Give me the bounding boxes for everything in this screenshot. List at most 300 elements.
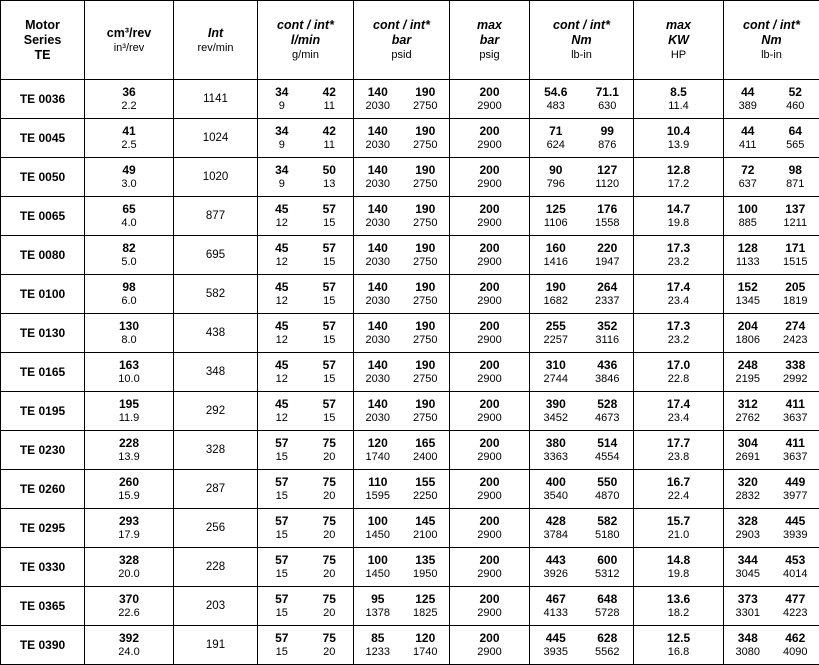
value-int-secondary: 15 [306, 372, 354, 386]
cell-torque-secondary [724, 392, 819, 431]
value-primary: 17.7 [634, 436, 723, 450]
int-speed-value: 287 [174, 483, 257, 495]
value-cont-secondary: 1450 [354, 567, 402, 581]
cell-displacement [85, 353, 174, 392]
cell-max-power [634, 80, 724, 119]
value-int-primary: 436 [582, 358, 634, 372]
value-int-secondary: 4554 [582, 450, 634, 464]
value-int-primary: 42 [306, 85, 354, 99]
cell-max-power [634, 197, 724, 236]
cell-torque-secondary [724, 275, 819, 314]
value-cont-secondary: 15 [258, 606, 306, 620]
cell-torque [530, 392, 634, 431]
value-cont-primary: 248 [724, 358, 772, 372]
cell-int-speed [174, 275, 258, 314]
table-row [1, 470, 819, 509]
value-cont-secondary: 2030 [354, 177, 402, 191]
header-text: Nm [530, 33, 633, 48]
cell-int-speed [174, 626, 258, 665]
value-primary: 17.4 [634, 280, 723, 294]
value-int-primary: 274 [772, 319, 819, 333]
value-secondary: 20.0 [85, 567, 173, 581]
value-int-primary: 190 [402, 202, 450, 216]
value-int-secondary: 20 [306, 450, 354, 464]
cell-torque-secondary [724, 314, 819, 353]
value-int-primary: 453 [772, 553, 819, 567]
value-cont-primary: 310 [530, 358, 582, 372]
value-secondary: 13.9 [85, 450, 173, 464]
value-cont-primary: 140 [354, 202, 402, 216]
cell-pressure [354, 353, 450, 392]
value-int-primary: 75 [306, 514, 354, 528]
motor-series-label: TE 0050 [20, 170, 65, 184]
value-int-secondary: 2750 [402, 294, 450, 308]
value-primary: 200 [450, 202, 529, 216]
value-secondary: 23.4 [634, 294, 723, 308]
value-primary: 200 [450, 631, 529, 645]
value-secondary: 13.9 [634, 138, 723, 152]
value-secondary: 18.2 [634, 606, 723, 620]
cell-flow [258, 275, 354, 314]
value-int-primary: 190 [402, 358, 450, 372]
value-int-primary: 411 [772, 436, 819, 450]
cell-flow [258, 80, 354, 119]
value-primary: 200 [450, 358, 529, 372]
value-int-primary: 514 [582, 436, 634, 450]
int-speed-value: 228 [174, 561, 257, 573]
cell-max-power [634, 431, 724, 470]
value-cont-secondary: 2030 [354, 411, 402, 425]
value-cont-primary: 71 [530, 124, 582, 138]
cell-max-power [634, 158, 724, 197]
value-int-primary: 75 [306, 475, 354, 489]
header-text: l/min [258, 33, 353, 48]
cell-max-power [634, 119, 724, 158]
cell-motor-series [1, 626, 85, 665]
value-primary: 200 [450, 553, 529, 567]
value-secondary: 11.4 [634, 99, 723, 113]
value-int-secondary: 2750 [402, 216, 450, 230]
value-primary: 260 [85, 475, 173, 489]
value-cont-secondary: 1806 [724, 333, 772, 347]
cell-torque [530, 314, 634, 353]
value-secondary: 2900 [450, 606, 529, 620]
cell-torque-secondary [724, 236, 819, 275]
value-cont-secondary: 15 [258, 645, 306, 659]
value-cont-primary: 45 [258, 202, 306, 216]
cell-motor-series [1, 431, 85, 470]
value-cont-primary: 390 [530, 397, 582, 411]
cell-motor-series [1, 314, 85, 353]
value-secondary: 2900 [450, 411, 529, 425]
table-row [1, 509, 819, 548]
value-cont-primary: 312 [724, 397, 772, 411]
value-secondary: 16.8 [634, 645, 723, 659]
value-cont-secondary: 3045 [724, 567, 772, 581]
value-cont-secondary: 15 [258, 450, 306, 464]
value-int-secondary: 1825 [402, 606, 450, 620]
value-secondary: 2900 [450, 138, 529, 152]
value-cont-primary: 380 [530, 436, 582, 450]
cell-torque [530, 509, 634, 548]
value-int-primary: 57 [306, 280, 354, 294]
cell-displacement [85, 197, 174, 236]
value-int-secondary: 1947 [582, 255, 634, 269]
value-int-secondary: 15 [306, 294, 354, 308]
header-text: cont / int* [530, 18, 633, 33]
value-int-secondary: 5180 [582, 528, 634, 542]
value-secondary: 23.2 [634, 333, 723, 347]
cell-displacement [85, 626, 174, 665]
motor-series-label: TE 0045 [20, 131, 65, 145]
value-int-primary: 64 [772, 124, 819, 138]
header-text: KW [634, 33, 723, 48]
value-cont-primary: 95 [354, 592, 402, 606]
value-cont-secondary: 12 [258, 372, 306, 386]
value-int-primary: 50 [306, 163, 354, 177]
table-row [1, 353, 819, 392]
value-primary: 200 [450, 397, 529, 411]
value-primary: 17.3 [634, 241, 723, 255]
value-cont-secondary: 12 [258, 294, 306, 308]
motor-series-label: TE 0165 [20, 365, 65, 379]
table-row [1, 548, 819, 587]
cell-torque [530, 548, 634, 587]
value-int-primary: 57 [306, 397, 354, 411]
value-secondary: 2900 [450, 489, 529, 503]
cell-pressure [354, 470, 450, 509]
value-secondary: 2900 [450, 177, 529, 191]
value-primary: 12.5 [634, 631, 723, 645]
value-int-secondary: 11 [306, 99, 354, 113]
cell-int-speed [174, 470, 258, 509]
value-cont-secondary: 4133 [530, 606, 582, 620]
cell-torque-secondary [724, 353, 819, 392]
value-primary: 200 [450, 592, 529, 606]
value-cont-primary: 160 [530, 241, 582, 255]
value-secondary: 22.4 [634, 489, 723, 503]
value-secondary: 17.9 [85, 528, 173, 542]
value-cont-primary: 34 [258, 124, 306, 138]
value-int-secondary: 1211 [772, 216, 819, 230]
table-row [1, 236, 819, 275]
value-primary: 200 [450, 163, 529, 177]
value-int-primary: 171 [772, 241, 819, 255]
value-primary: 13.6 [634, 592, 723, 606]
cell-torque-secondary [724, 626, 819, 665]
value-cont-primary: 45 [258, 358, 306, 372]
value-primary: 130 [85, 319, 173, 333]
value-cont-primary: 304 [724, 436, 772, 450]
value-cont-secondary: 2030 [354, 138, 402, 152]
value-int-primary: 628 [582, 631, 634, 645]
header-subtext: in³/rev [85, 41, 173, 55]
cell-max-power [634, 587, 724, 626]
cell-torque [530, 197, 634, 236]
cell-torque-secondary [724, 197, 819, 236]
int-speed-value: 1024 [174, 132, 257, 144]
value-int-secondary: 2100 [402, 528, 450, 542]
value-secondary: 2900 [450, 294, 529, 308]
value-cont-primary: 152 [724, 280, 772, 294]
cell-max-pressure [450, 509, 530, 548]
value-primary: 10.4 [634, 124, 723, 138]
value-int-primary: 127 [582, 163, 634, 177]
cell-torque-secondary [724, 119, 819, 158]
value-int-secondary: 565 [772, 138, 819, 152]
header-text: bar [450, 33, 529, 48]
value-secondary: 23.2 [634, 255, 723, 269]
motor-series-label: TE 0080 [20, 248, 65, 262]
value-int-primary: 75 [306, 436, 354, 450]
motor-series-label: TE 0130 [20, 326, 65, 340]
value-cont-primary: 57 [258, 475, 306, 489]
value-primary: 195 [85, 397, 173, 411]
value-int-primary: 190 [402, 319, 450, 333]
int-speed-value: 256 [174, 522, 257, 534]
value-cont-secondary: 2030 [354, 216, 402, 230]
value-cont-secondary: 411 [724, 138, 772, 152]
cell-torque [530, 80, 634, 119]
value-cont-primary: 110 [354, 475, 402, 489]
cell-motor-series [1, 158, 85, 197]
value-cont-secondary: 3540 [530, 489, 582, 503]
value-secondary: 23.4 [634, 411, 723, 425]
cell-flow [258, 197, 354, 236]
value-int-primary: 145 [402, 514, 450, 528]
cell-max-pressure [450, 626, 530, 665]
value-secondary: 2900 [450, 255, 529, 269]
value-int-secondary: 2750 [402, 99, 450, 113]
value-secondary: 2900 [450, 333, 529, 347]
value-int-primary: 135 [402, 553, 450, 567]
int-speed-value: 582 [174, 288, 257, 300]
cell-int-speed [174, 587, 258, 626]
value-cont-secondary: 1595 [354, 489, 402, 503]
value-cont-secondary: 1233 [354, 645, 402, 659]
value-primary: 17.4 [634, 397, 723, 411]
value-int-primary: 99 [582, 124, 634, 138]
value-cont-primary: 443 [530, 553, 582, 567]
cell-pressure [354, 158, 450, 197]
cell-max-pressure [450, 275, 530, 314]
header-text: cont / int* [724, 18, 819, 33]
cell-displacement [85, 509, 174, 548]
value-cont-primary: 190 [530, 280, 582, 294]
value-secondary: 2900 [450, 99, 529, 113]
cell-max-pressure [450, 80, 530, 119]
value-int-primary: 648 [582, 592, 634, 606]
header-subtext: HP [634, 48, 723, 62]
value-cont-primary: 400 [530, 475, 582, 489]
cell-torque [530, 431, 634, 470]
value-int-primary: 71.1 [582, 85, 634, 99]
header-text: cont / int* [354, 18, 449, 33]
cell-pressure [354, 548, 450, 587]
value-int-secondary: 15 [306, 411, 354, 425]
value-cont-secondary: 12 [258, 333, 306, 347]
cell-motor-series [1, 548, 85, 587]
cell-displacement [85, 392, 174, 431]
cell-int-speed [174, 158, 258, 197]
value-cont-primary: 320 [724, 475, 772, 489]
value-primary: 200 [450, 514, 529, 528]
value-int-secondary: 2992 [772, 372, 819, 386]
cell-pressure [354, 587, 450, 626]
value-cont-primary: 57 [258, 553, 306, 567]
value-int-primary: 338 [772, 358, 819, 372]
cell-max-pressure [450, 158, 530, 197]
value-primary: 65 [85, 202, 173, 216]
value-cont-primary: 34 [258, 85, 306, 99]
value-primary: 17.3 [634, 319, 723, 333]
motor-series-label: TE 0390 [20, 638, 65, 652]
column-header-torque-secondary [724, 1, 819, 80]
value-int-secondary: 2423 [772, 333, 819, 347]
int-speed-value: 292 [174, 405, 257, 417]
value-cont-primary: 140 [354, 85, 402, 99]
header-text: TE [1, 48, 84, 63]
value-cont-primary: 34 [258, 163, 306, 177]
value-secondary: 2900 [450, 450, 529, 464]
value-cont-secondary: 9 [258, 99, 306, 113]
value-secondary: 10.0 [85, 372, 173, 386]
cell-max-pressure [450, 548, 530, 587]
cell-displacement [85, 236, 174, 275]
value-int-primary: 445 [772, 514, 819, 528]
value-cont-primary: 140 [354, 124, 402, 138]
value-int-primary: 411 [772, 397, 819, 411]
value-int-primary: 449 [772, 475, 819, 489]
value-cont-secondary: 12 [258, 216, 306, 230]
header-subtext: rev/min [174, 41, 257, 55]
cell-int-speed [174, 509, 258, 548]
value-int-primary: 57 [306, 241, 354, 255]
int-speed-value: 191 [174, 639, 257, 651]
cell-motor-series [1, 119, 85, 158]
value-cont-primary: 128 [724, 241, 772, 255]
value-int-secondary: 871 [772, 177, 819, 191]
value-int-secondary: 1120 [582, 177, 634, 191]
cell-pressure [354, 509, 450, 548]
value-cont-primary: 140 [354, 397, 402, 411]
cell-flow [258, 626, 354, 665]
value-int-secondary: 1515 [772, 255, 819, 269]
value-cont-primary: 255 [530, 319, 582, 333]
value-cont-primary: 344 [724, 553, 772, 567]
motor-series-label: TE 0260 [20, 482, 65, 496]
table-row [1, 80, 819, 119]
value-primary: 16.7 [634, 475, 723, 489]
cell-max-power [634, 236, 724, 275]
cell-torque-secondary [724, 80, 819, 119]
value-cont-secondary: 389 [724, 99, 772, 113]
value-secondary: 17.2 [634, 177, 723, 191]
value-int-secondary: 2250 [402, 489, 450, 503]
cell-motor-series [1, 392, 85, 431]
value-primary: 15.7 [634, 514, 723, 528]
cell-int-speed [174, 236, 258, 275]
value-cont-primary: 44 [724, 85, 772, 99]
value-int-secondary: 1819 [772, 294, 819, 308]
value-int-secondary: 20 [306, 489, 354, 503]
value-secondary: 21.0 [634, 528, 723, 542]
value-secondary: 5.0 [85, 255, 173, 269]
value-cont-primary: 72 [724, 163, 772, 177]
value-int-primary: 550 [582, 475, 634, 489]
column-header-displacement [85, 1, 174, 80]
value-int-secondary: 3637 [772, 411, 819, 425]
cell-flow [258, 392, 354, 431]
column-header-torque [530, 1, 634, 80]
value-int-secondary: 15 [306, 255, 354, 269]
value-int-secondary: 1740 [402, 645, 450, 659]
value-primary: 200 [450, 280, 529, 294]
value-cont-primary: 140 [354, 163, 402, 177]
value-secondary: 2.5 [85, 138, 173, 152]
value-int-primary: 352 [582, 319, 634, 333]
value-cont-secondary: 1106 [530, 216, 582, 230]
value-int-primary: 137 [772, 202, 819, 216]
value-int-secondary: 3116 [582, 333, 634, 347]
value-cont-primary: 445 [530, 631, 582, 645]
value-int-secondary: 20 [306, 606, 354, 620]
value-int-primary: 75 [306, 553, 354, 567]
cell-max-pressure [450, 431, 530, 470]
value-int-primary: 220 [582, 241, 634, 255]
value-cont-secondary: 9 [258, 177, 306, 191]
value-cont-secondary: 15 [258, 528, 306, 542]
value-cont-secondary: 624 [530, 138, 582, 152]
value-cont-secondary: 3080 [724, 645, 772, 659]
value-int-secondary: 20 [306, 528, 354, 542]
motor-series-label: TE 0330 [20, 560, 65, 574]
cell-displacement [85, 158, 174, 197]
cell-torque [530, 275, 634, 314]
value-cont-secondary: 3926 [530, 567, 582, 581]
value-cont-primary: 45 [258, 397, 306, 411]
value-int-primary: 600 [582, 553, 634, 567]
cell-int-speed [174, 314, 258, 353]
cell-displacement [85, 80, 174, 119]
value-secondary: 4.0 [85, 216, 173, 230]
cell-pressure [354, 314, 450, 353]
cell-motor-series [1, 80, 85, 119]
cell-max-power [634, 470, 724, 509]
value-int-secondary: 20 [306, 645, 354, 659]
value-cont-primary: 100 [724, 202, 772, 216]
table-body [1, 80, 819, 665]
int-speed-value: 877 [174, 210, 257, 222]
table-row [1, 158, 819, 197]
value-secondary: 2900 [450, 372, 529, 386]
value-int-primary: 190 [402, 397, 450, 411]
value-cont-primary: 204 [724, 319, 772, 333]
value-int-secondary: 4673 [582, 411, 634, 425]
cell-max-pressure [450, 119, 530, 158]
value-secondary: 2900 [450, 645, 529, 659]
value-int-primary: 582 [582, 514, 634, 528]
cell-pressure [354, 236, 450, 275]
cell-torque [530, 587, 634, 626]
cell-torque [530, 353, 634, 392]
value-int-secondary: 2750 [402, 372, 450, 386]
value-primary: 200 [450, 475, 529, 489]
motor-series-label: TE 0230 [20, 443, 65, 457]
value-int-secondary: 2750 [402, 411, 450, 425]
header-text: cont / int* [258, 18, 353, 33]
cell-torque [530, 470, 634, 509]
